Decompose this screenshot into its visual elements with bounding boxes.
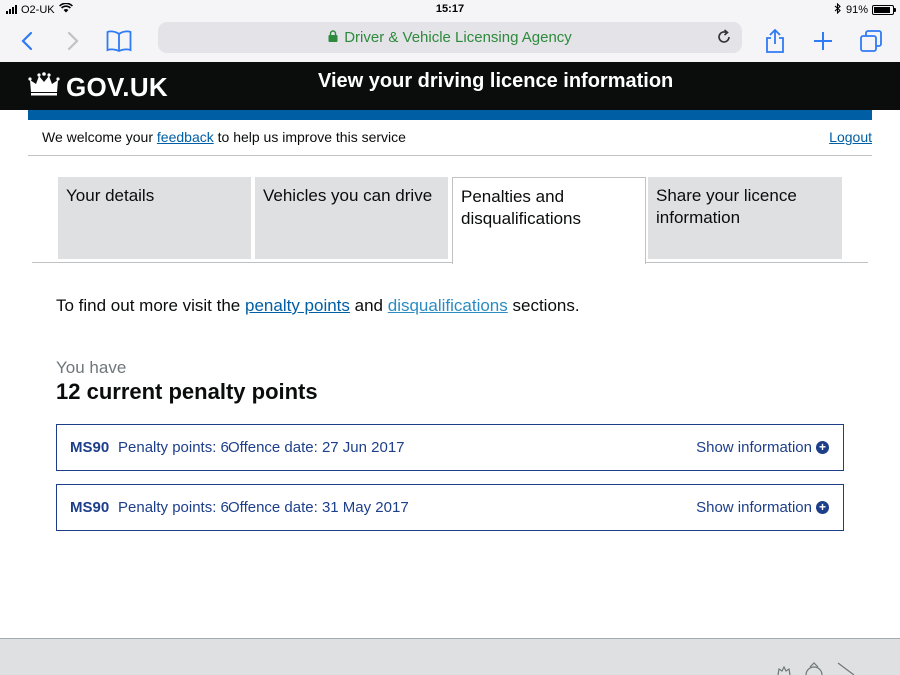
new-tab-icon[interactable]	[808, 26, 838, 56]
feedback-banner	[28, 120, 872, 156]
service-title: View your driving licence information	[318, 70, 674, 92]
bluetooth-icon	[834, 3, 842, 17]
tab-penalties[interactable]: Penalties and disqualifications	[452, 177, 646, 264]
offence-points: Penalty points: 6	[118, 439, 229, 456]
feedback-prefix: We welcome your	[42, 129, 154, 145]
status-bar	[0, 0, 900, 20]
intro-prefix: To find out more visit the	[56, 296, 241, 315]
offence-points: Penalty points: 6	[118, 499, 229, 516]
offence-row[interactable]	[56, 424, 844, 471]
share-icon[interactable]	[760, 26, 790, 56]
reload-icon[interactable]	[714, 27, 734, 47]
clock: 15:17	[435, 3, 465, 15]
address-bar[interactable]	[158, 22, 742, 53]
penalty-points-link[interactable]: penalty points	[245, 296, 350, 315]
logo-text: GOV.UK	[66, 72, 168, 102]
offence-date: Offence date: 31 May 2017	[228, 499, 409, 516]
show-information-button[interactable]	[696, 439, 829, 456]
url-text: Driver & Vehicle Licensing Agency	[344, 29, 572, 46]
intro-suffix: sections.	[512, 296, 580, 315]
show-information-label: Show information	[696, 439, 812, 456]
plus-circle-icon: +	[816, 501, 829, 514]
govuk-logo[interactable]	[28, 72, 168, 103]
battery-percent: 91%	[845, 4, 868, 16]
forward-icon[interactable]	[58, 26, 88, 56]
disqualifications-link[interactable]: disqualifications	[387, 296, 508, 315]
show-information-button[interactable]	[696, 499, 829, 516]
browser-toolbar	[0, 20, 900, 62]
intro-middle: and	[354, 296, 384, 315]
tab-your-details[interactable]: Your details	[58, 177, 251, 259]
royal-coat-of-arms-icon	[776, 661, 856, 675]
licence-tabs	[32, 177, 868, 263]
summary-lead: You have	[56, 358, 127, 377]
page-footer	[0, 638, 900, 675]
offence-date: Offence date: 27 Jun 2017	[228, 439, 405, 456]
offence-code: MS90	[70, 439, 110, 456]
feedback-suffix: to help us improve this service	[217, 129, 406, 145]
plus-circle-icon: +	[816, 441, 829, 454]
carrier-label: O2-UK	[21, 3, 55, 16]
crown-icon	[28, 72, 60, 103]
offence-code: MS90	[70, 499, 110, 516]
battery-icon	[872, 5, 894, 15]
penalty-points-heading: 12 current penalty points	[56, 379, 318, 404]
tab-share-licence[interactable]: Share your licence information	[648, 177, 842, 259]
feedback-link[interactable]: feedback	[156, 129, 214, 145]
tab-vehicles[interactable]: Vehicles you can drive	[255, 177, 448, 259]
intro-text	[56, 296, 580, 316]
back-icon[interactable]	[12, 26, 42, 56]
offence-row[interactable]	[56, 484, 844, 531]
tabs-icon[interactable]	[856, 26, 886, 56]
govuk-header	[0, 62, 900, 110]
show-information-label: Show information	[696, 499, 812, 516]
lock-icon	[328, 29, 338, 46]
header-accent-bar	[28, 110, 872, 120]
bookmarks-icon[interactable]	[104, 26, 134, 56]
logout-link[interactable]: Logout	[829, 129, 872, 145]
